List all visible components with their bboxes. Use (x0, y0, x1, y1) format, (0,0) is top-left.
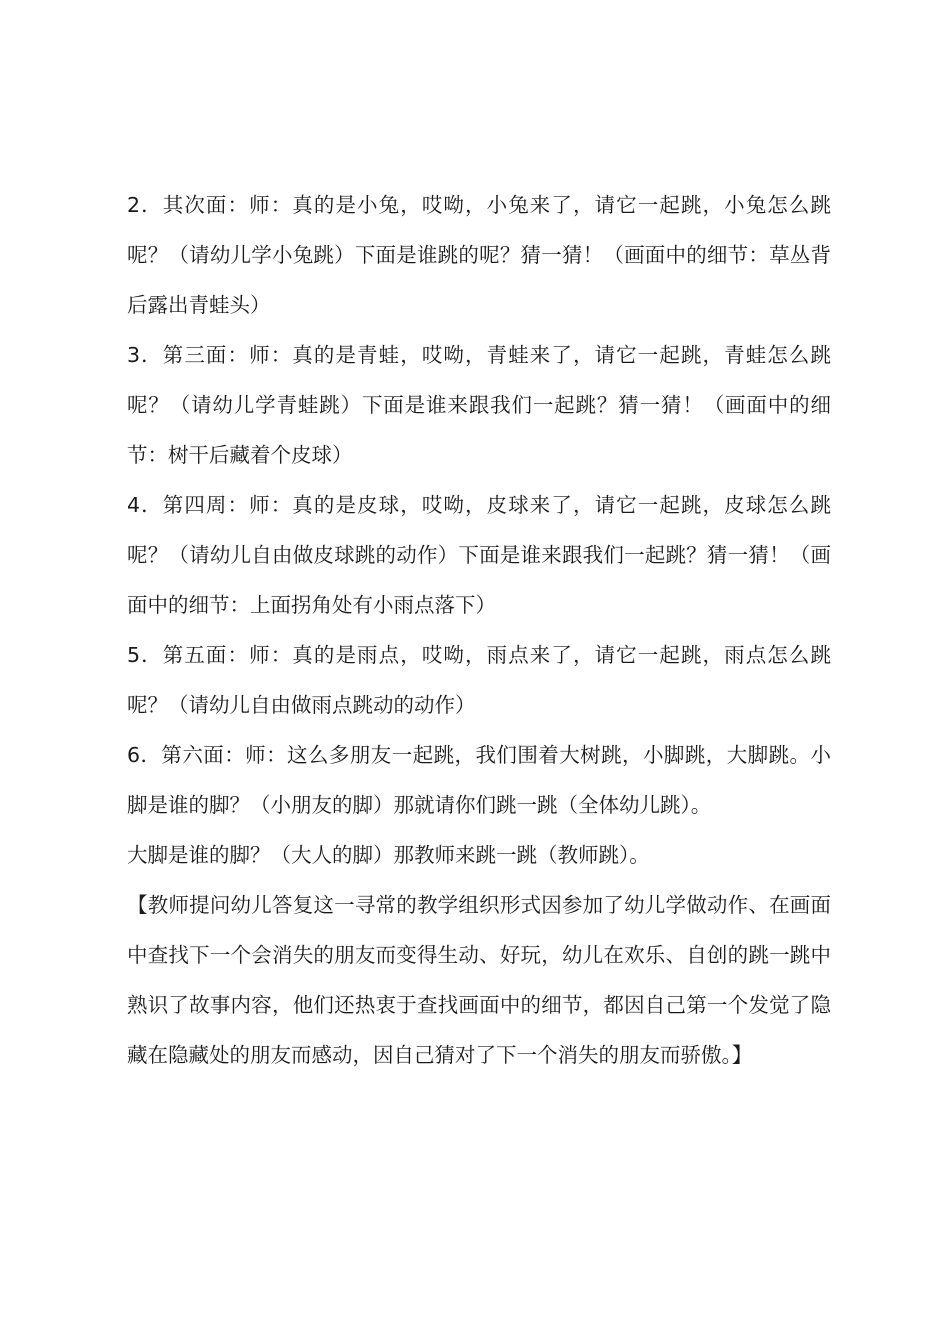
paragraph-step-6: 6．第六面：师：这么多朋友一起跳，我们围着大树跳，小脚跳，大脚跳。小脚是谁的脚？（小朋友的脚）那就请你们跳一跳（全体幼儿跳）。 (127, 743, 831, 817)
document-body (127, 180, 831, 1080)
paragraph-step-2: 2．其次面：师：真的是小兔，哎呦，小兔来了，请它一起跳，小兔怎么跳呢？（请幼儿学小兔跳）下面是谁跳的呢？猜一猜！（画面中的细节：草丛背后露出青蛙头） (127, 193, 831, 317)
paragraph-step-3: 3．第三面：师：真的是青蛙，哎呦，青蛙来了，请它一起跳，青蛙怎么跳呢？（请幼儿学青蛙跳）下面是谁来跟我们一起跳？猜一猜！（画面中的细节：树干后藏着个皮球） (127, 343, 831, 467)
paragraph-step-5: 5．第五面：师：真的是雨点，哎呦，雨点来了，请它一起跳，雨点怎么跳呢？（请幼儿自由做雨点跳动的动作） (127, 643, 831, 717)
paragraph-step-4: 4．第四周：师：真的是皮球，哎呦，皮球来了，请它一起跳，皮球怎么跳呢？（请幼儿自由做皮球跳的动作）下面是谁来跟我们一起跳？猜一猜！（画面中的细节：上面拐角处有小雨点落下） (127, 493, 831, 617)
paragraph-big-feet: 大脚是谁的脚？（大人的脚）那教师来跳一跳（教师跳）。 (127, 843, 650, 867)
paragraph-commentary: 【教师提问幼儿答复这一寻常的教学组织形式因参加了幼儿学做动作、在画面中查找下一个会消失的朋友而变得生动、好玩，幼儿在欢乐、自创的跳一跳中熟识了故事内容，他们还热衷于查找画面中的细节，都因自己第一个发觉了隐藏在隐藏处的朋友而感动，因自己猜对了下一个消失的朋友而骄傲。】 (127, 893, 831, 1067)
